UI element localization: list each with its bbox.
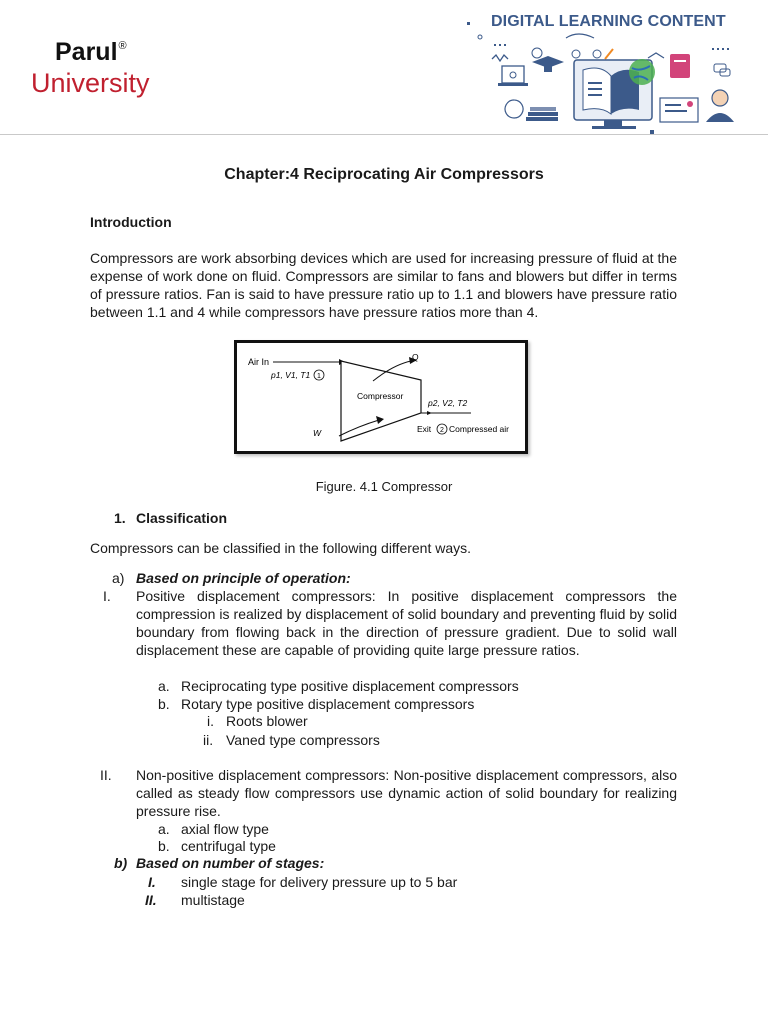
svg-text:2: 2 — [440, 427, 444, 434]
laptop-icon — [502, 66, 524, 83]
list-marker-II-a: a. — [158, 821, 170, 837]
list-marker-stage-I: I. — [148, 874, 156, 890]
banner-title: DIGITAL LEARNING CONTENT — [491, 13, 726, 30]
rotary-type-item: Rotary type positive displacement compressors — [181, 696, 475, 712]
books-stack-icon — [528, 112, 558, 116]
positive-displacement-text: Positive displacement compressors: In positive displacement compressors the compression is realized by displacement of solid boundary and preventing fluid by solid boundary from flowing back in the direction of pressure gradient. Due to solid wall displacement these are capable of providing quite large pressure ratios. — [136, 588, 677, 658]
work-label: W — [313, 428, 322, 438]
svg-text:1: 1 — [317, 373, 321, 380]
reciprocating-type-item: Reciprocating type positive displacement compressors — [181, 678, 519, 694]
compressor-figure — [234, 340, 528, 454]
heat-label: Q — [412, 352, 419, 362]
list-marker-I-b: b. — [158, 696, 170, 712]
teacher-avatar-icon — [712, 90, 728, 106]
dotted-decoration-icon — [494, 44, 729, 50]
list-marker-I: I. — [103, 588, 111, 604]
non-positive-displacement-text: Non-positive displacement compressors: Non-positive displacement compressors, also called as steady flow compressors use dynamic action of solid boundary for realizing pressure rise. — [136, 767, 677, 819]
list-marker-II-b: b. — [158, 838, 170, 854]
list-marker-b: b) — [114, 855, 128, 871]
outlet-state-label: p2, V2, T2 — [428, 398, 468, 408]
exit-label: Exit — [417, 424, 432, 434]
intro-heading: Introduction — [90, 214, 172, 230]
list-marker-I-a: a. — [158, 678, 170, 694]
compressed-air-label: Compressed air — [449, 424, 509, 434]
logo-parul: Parul® — [55, 38, 127, 66]
compressor-label: Compressor — [357, 391, 404, 401]
list-marker-a: a) — [112, 570, 125, 586]
multistage-item: multistage — [181, 892, 245, 908]
b-title: Based on number of stages: — [136, 855, 325, 871]
list-marker-II: II. — [100, 767, 112, 783]
section1-number: 1. — [114, 510, 126, 526]
list-marker-stage-II: II. — [145, 892, 157, 908]
open-book-icon — [583, 68, 611, 114]
air-in-label: Air In — [248, 357, 270, 367]
classification-intro: Compressors can be classified in the following different ways. — [90, 540, 472, 556]
figure-caption: Figure. 4.1 Compressor — [315, 479, 453, 494]
centrifugal-item: centrifugal type — [181, 838, 276, 854]
chapter-title: Chapter:4 Reciprocating Air Compressors — [224, 166, 544, 183]
list-marker-ii: ii. — [203, 732, 214, 748]
roots-blower-item: Roots blower — [226, 713, 308, 729]
a-title: Based on principle of operation: — [136, 570, 351, 586]
wave-icon — [492, 55, 508, 61]
list-marker-i: i. — [207, 713, 214, 729]
intro-paragraph: Compressors are work absorbing devices which are used for increasing pressure of fluid at the expense of work done on fluid. Compressors are similar to fans and blowers but differ in terms of pressure ratios. Fan is said to have pressure ratio up to 1.1 and blowers have pressure ratio between 1.1 and 4 while compressors have pressure ratios more than 4. — [90, 250, 677, 320]
single-stage-item: single stage for delivery pressure up to 5 bar — [181, 874, 458, 890]
header-divider — [0, 134, 768, 135]
gear-icon — [572, 50, 580, 58]
axial-flow-item: axial flow type — [181, 821, 269, 837]
logo-university: University — [31, 68, 150, 98]
inlet-state-label: p1, V1, T1 — [271, 370, 311, 380]
globe-icon — [629, 59, 655, 85]
notebook-icon — [670, 54, 690, 78]
vaned-type-item: Vaned type compressors — [226, 732, 380, 748]
section1-title: Classification — [136, 510, 228, 526]
digital-learning-illustration — [462, 14, 762, 138]
globe-outline-icon — [505, 100, 523, 118]
ai-bubble-icon — [532, 48, 542, 58]
